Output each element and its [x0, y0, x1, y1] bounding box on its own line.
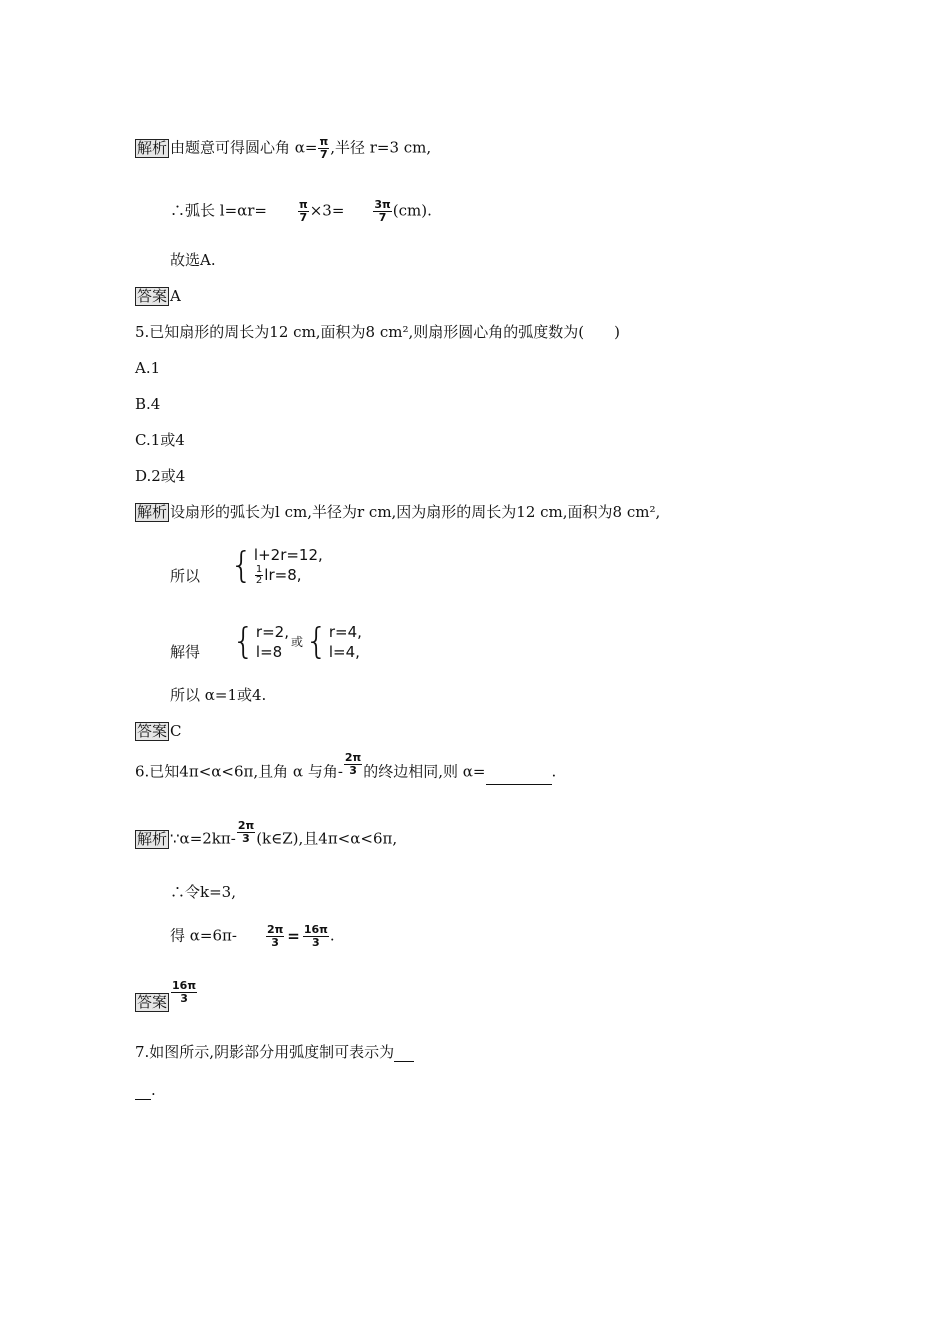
system-row-1: r=2,	[255, 623, 289, 641]
answer-tag: 答案	[137, 287, 168, 305]
q4-analysis-line	[135, 136, 431, 161]
q7-stem-continuation	[135, 1080, 156, 1100]
left-brace: {	[304, 621, 328, 662]
q4-alpha-fraction	[318, 136, 329, 161]
system-row-2-text: lr=8,	[264, 566, 302, 584]
q6-stem-text-1: 6.已知4π<α<6π,且角 α 与角-	[135, 762, 343, 781]
q6-stem-fraction	[344, 752, 362, 777]
q6-let-line: ∴令k=3,	[170, 883, 236, 901]
frac-num: π	[299, 198, 308, 211]
q5-answer-value: C	[170, 722, 182, 740]
q5-or-text: 或	[290, 635, 303, 649]
system-row-1: l+2r=12,	[253, 546, 323, 564]
q5-option-c: C.1或4	[135, 431, 185, 449]
q5-equation-system-1	[230, 545, 323, 586]
system-row-2: l=4,	[328, 643, 360, 661]
q4-choose-line: 故选A.	[170, 251, 216, 269]
q6-answer-fraction	[171, 980, 197, 1005]
q6-analysis-text-1: ∵α=2kπ-	[170, 829, 236, 848]
left-brace: {	[230, 544, 253, 586]
q4-arc-fraction-1	[298, 199, 309, 224]
q5-stem: 5.已知扇形的周长为12 cm,面积为8 cm²,则扇形圆心角的弧度数为( )	[135, 323, 620, 341]
q6-equals-sign: =	[287, 926, 300, 945]
q5-analysis-text: 设扇形的弧长为l cm,半径为r cm,因为扇形的周长为12 cm,面积为8 cm²,	[170, 503, 661, 521]
system-row-2: l=8	[255, 643, 283, 661]
q5-option-d: D.2或4	[135, 467, 186, 485]
answer-tag: 答案	[137, 722, 168, 740]
q6-get-fraction-2	[303, 924, 329, 949]
q5-equation-system-2b	[305, 622, 362, 662]
q5-so-label: 所以	[170, 567, 201, 585]
q6-analysis-text-2: (k∈Z),且4π<α<6π,	[256, 829, 398, 848]
q4-answer-value: A	[170, 287, 181, 305]
q5-result-line: 所以 α=1或4.	[170, 686, 267, 704]
q5-option-b: B.4	[135, 395, 161, 413]
q6-analysis-fraction	[237, 820, 255, 845]
frac-num: 2π	[266, 923, 284, 936]
q4-analysis-text-1: 由题意可得圆心角 α=	[170, 138, 318, 157]
system-row-1: r=4,	[328, 623, 362, 641]
analysis-tag: 解析	[137, 829, 168, 848]
half-fraction	[255, 565, 263, 586]
q4-arc-length-line	[170, 199, 432, 224]
frac-num: 1	[255, 564, 263, 575]
q4-analysis-text-2: ,半径 r=3 cm,	[330, 138, 432, 157]
q5-answer-line	[135, 721, 182, 741]
q4-arc-text-2: ×3=	[309, 201, 345, 220]
q6-stem-text-2: 的终边相同,则 α=	[363, 762, 486, 781]
q4-arc-text-1: ∴弧长 l=αr=	[170, 201, 268, 220]
q7-answer-blank-1	[394, 1061, 414, 1062]
analysis-tag: 解析	[137, 138, 168, 157]
q5-solve-line	[170, 620, 362, 662]
left-brace: {	[232, 621, 255, 662]
q6-get-end: .	[329, 926, 335, 945]
frac-den: 7	[320, 148, 328, 161]
frac-den: 2	[255, 575, 263, 586]
q7-stem-line	[135, 1042, 414, 1062]
q6-get-fraction-1	[266, 924, 284, 949]
q7-answer-blank-2	[135, 1099, 151, 1100]
q5-solve-label: 解得	[170, 643, 201, 661]
q4-arc-text-3: (cm).	[392, 201, 432, 220]
answer-tag: 答案	[137, 992, 168, 1011]
frac-num: 3π	[374, 198, 391, 211]
q5-option-a: A.1	[135, 359, 161, 377]
q6-answer-line	[135, 979, 198, 1011]
q7-stem-end: .	[151, 1081, 156, 1099]
frac-num: 2π	[344, 751, 362, 764]
frac-den: 3	[180, 992, 188, 1005]
frac-den: 3	[349, 764, 357, 777]
q5-so-line	[170, 536, 323, 586]
q4-arc-fraction-2	[373, 199, 391, 224]
frac-num: 16π	[172, 979, 197, 992]
frac-den: 7	[378, 211, 387, 224]
analysis-tag: 解析	[137, 503, 168, 521]
frac-den: 3	[242, 832, 250, 845]
q5-equation-system-2a	[232, 622, 289, 662]
q6-stem-text-3: .	[551, 762, 557, 781]
q5-analysis-line	[135, 502, 660, 522]
q6-get-text: 得 α=6π-	[170, 926, 237, 945]
q6-answer-blank	[486, 784, 552, 785]
frac-num: π	[319, 135, 329, 148]
q7-stem-text: 7.如图所示,阴影部分用弧度制可表示为	[135, 1043, 395, 1061]
frac-num: 2π	[237, 819, 255, 832]
frac-den: 3	[271, 936, 279, 949]
q6-get-line	[170, 924, 335, 949]
frac-den: 7	[299, 211, 308, 224]
frac-den: 3	[312, 936, 320, 949]
frac-num: 16π	[303, 923, 328, 936]
system-row-2	[254, 565, 323, 586]
q4-answer-line	[135, 286, 181, 306]
